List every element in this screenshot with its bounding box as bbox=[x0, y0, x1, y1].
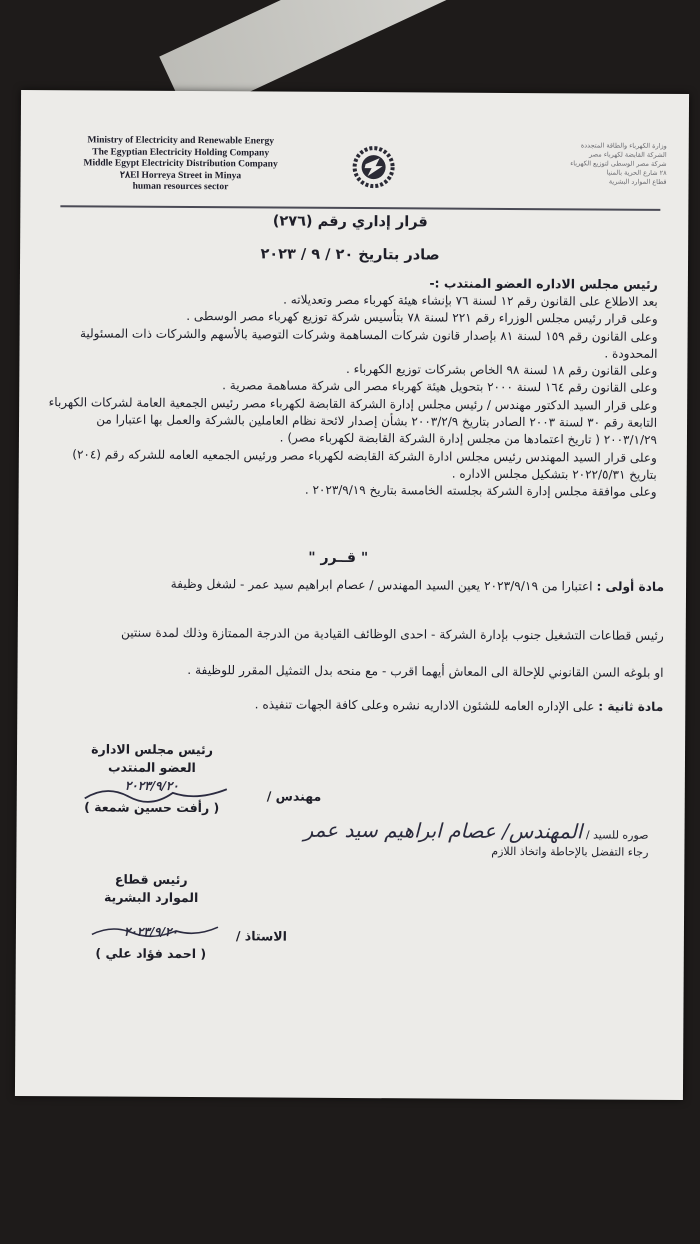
header-en-line: human resources sector bbox=[132, 181, 229, 193]
preamble-clauses bbox=[47, 290, 658, 501]
hr-ink-date: ٢٠٢٣/٩/٢٠ bbox=[123, 924, 178, 939]
decree-title: " قــرر " bbox=[308, 549, 369, 567]
document-page bbox=[15, 90, 689, 1100]
clause: وعلى قرار رئيس مجلس الوزراء رقم ٢٢١ لسنة ٧٨ بتأسيس شركة توزيع كهرباء مصر الوسطى . bbox=[186, 309, 658, 327]
header-en-line: Middle Egypt Electricity Distribution Company bbox=[83, 158, 278, 170]
copy-line1: صوره للسيد / bbox=[585, 828, 649, 842]
article-two bbox=[43, 694, 663, 716]
hr-signature-icon bbox=[86, 920, 226, 943]
article-one bbox=[44, 574, 664, 596]
article-one-label: مادة أولى : bbox=[596, 579, 665, 594]
header-english bbox=[60, 135, 300, 194]
header-en-line: Ministry of Electricity and Renewable Energy bbox=[87, 135, 275, 147]
decision-number: قرار إداري رقم (٢٧٦) bbox=[272, 213, 428, 231]
header-ar-line: الشركة القابضة لكهرباء مصر bbox=[589, 150, 667, 159]
header-ar-line: شركة مصر الوسطى لتوزيع الكهرباء bbox=[570, 159, 667, 168]
hr-subtitle: الموارد البشرية bbox=[103, 889, 199, 906]
company-logo-icon bbox=[345, 144, 401, 190]
copy-line2: رجاء التفضل بالإحاطة واتخاذ اللازم bbox=[491, 844, 649, 859]
header-en-line: ٢٨El Horreya Street in Minya bbox=[119, 170, 242, 181]
article-two-label: مادة ثانية : bbox=[598, 699, 664, 714]
header-ar-line: وزارة الكهرباء والطاقة المتجددة bbox=[580, 141, 667, 150]
hr-signature-block bbox=[56, 870, 247, 963]
clause: وعلى موافقة مجلس إدارة الشركة بجلسته الخامسة بتاريخ ٢٠٢٣/٩/١٩ . bbox=[304, 482, 657, 500]
chairman-title: رئيس مجلس الادارة bbox=[91, 741, 213, 758]
article-one-line1: اعتبارا من ٢٠٢٣/٩/١٩ يعين السيد المهندس / عصام ابراهيم سيد عمر - لشغل وظيفة bbox=[170, 576, 593, 594]
clause: وعلى قرار السيد الدكتور مهندس / رئيس مجلس إدارة الشركة القابضة لكهرباء مصر رئيس الجمعية العامة لشركات الكهرباء التابعة رقم ٣٠ لسنة ٢٠٠٣ الصادر بتاريخ ٢٠٠٣/٢/٩ بشأن إصدار لائحة نظام العاملين بالشركة والعمل بها اعتبارا من ٢٠٠٣/١/٢٩ ( تاريخ اعتمادها من مجلس إدارة الشركة القابضة لكهرباء مصر) . bbox=[48, 394, 658, 448]
preamble-heading: رئيس مجلس الاداره العضو المنتدب :- bbox=[429, 275, 658, 292]
copy-note bbox=[248, 817, 649, 860]
copy-line1-row bbox=[248, 817, 649, 844]
header-divider bbox=[60, 205, 660, 211]
article-two-text: على الإداره العامه للشئون الاداريه نشره وعلى كافة الجهات تنفيذه . bbox=[254, 697, 595, 714]
clause: وعلى القانون رقم ١٨ لسنة ٩٨ الخاص بشركات توزيع الكهرباء . bbox=[345, 362, 658, 379]
chairman-subtitle: العضو المنتدب bbox=[107, 759, 196, 776]
header-ar-line: قطاع الموارد البشرية bbox=[608, 177, 667, 186]
header-ar-line: ٢٨ شارع الحرية بالمنيا bbox=[606, 168, 667, 177]
hr-name: ( احمد فؤاد علي ) bbox=[95, 945, 207, 962]
header-arabic bbox=[517, 141, 667, 187]
clause: بعد الاطلاع على القانون رقم ١٢ لسنة ٧٦ بإنشاء هيئة كهرباء مصر وتعديلاته . bbox=[283, 292, 658, 309]
hr-title: رئيس قطاع bbox=[114, 871, 188, 888]
clause: وعلى قرار السيد المهندس رئيس مجلس ادارة الشركة القابضه لكهرباء مصر ورئيس الجمعيه العامه للشركه رقم (٢٠٤) بتاريخ ٢٠٢٢/٥/٣١ بتشكيل مجلس الاداره . bbox=[72, 446, 657, 482]
decision-date: صادر بتاريخ ٢٠ / ٩ / ٢٠٢٣ bbox=[260, 246, 440, 264]
chairman-ink-date: ٢٠٢٣/٩/٢٠ bbox=[124, 778, 179, 793]
header-en-line: The Egyptian Electricity Holding Company bbox=[92, 146, 270, 158]
clause: وعلى القانون رقم ١٦٤ لسنة ٢٠٠٠ بتحويل هيئة كهرباء مصر الى شركة مساهمة مصرية . bbox=[222, 378, 658, 396]
clause: وعلى القانون رقم ١٥٩ لسنة ٨١ بإصدار قانون شركات المساهمة وشركات التوصية بالأسهم والشركات ذات المسئولية المحدودة . bbox=[79, 325, 658, 361]
chairman-role-label: مهندس / bbox=[266, 788, 322, 804]
copy-handwritten-name: المهندس/ عصام ابراهيم سيد عمر bbox=[303, 817, 583, 844]
chairman-signature-icon bbox=[77, 780, 237, 809]
hr-role-label: الاستاذ / bbox=[235, 928, 287, 944]
article-one-line3: او بلوغه السن القانوني للإحالة الى المعاش أيهما اقرب - مع منحه بدل التمثيل المقرر للوظيفة . bbox=[187, 662, 664, 680]
chairman-name: ( رأفت حسين شمعة ) bbox=[84, 799, 220, 816]
article-one-line2: رئيس قطاعات التشغيل جنوب بإدارة الشركة - احدى الوظائف القيادية من الدرجة الممتازة وذلك لمدة سنتين bbox=[120, 625, 664, 643]
